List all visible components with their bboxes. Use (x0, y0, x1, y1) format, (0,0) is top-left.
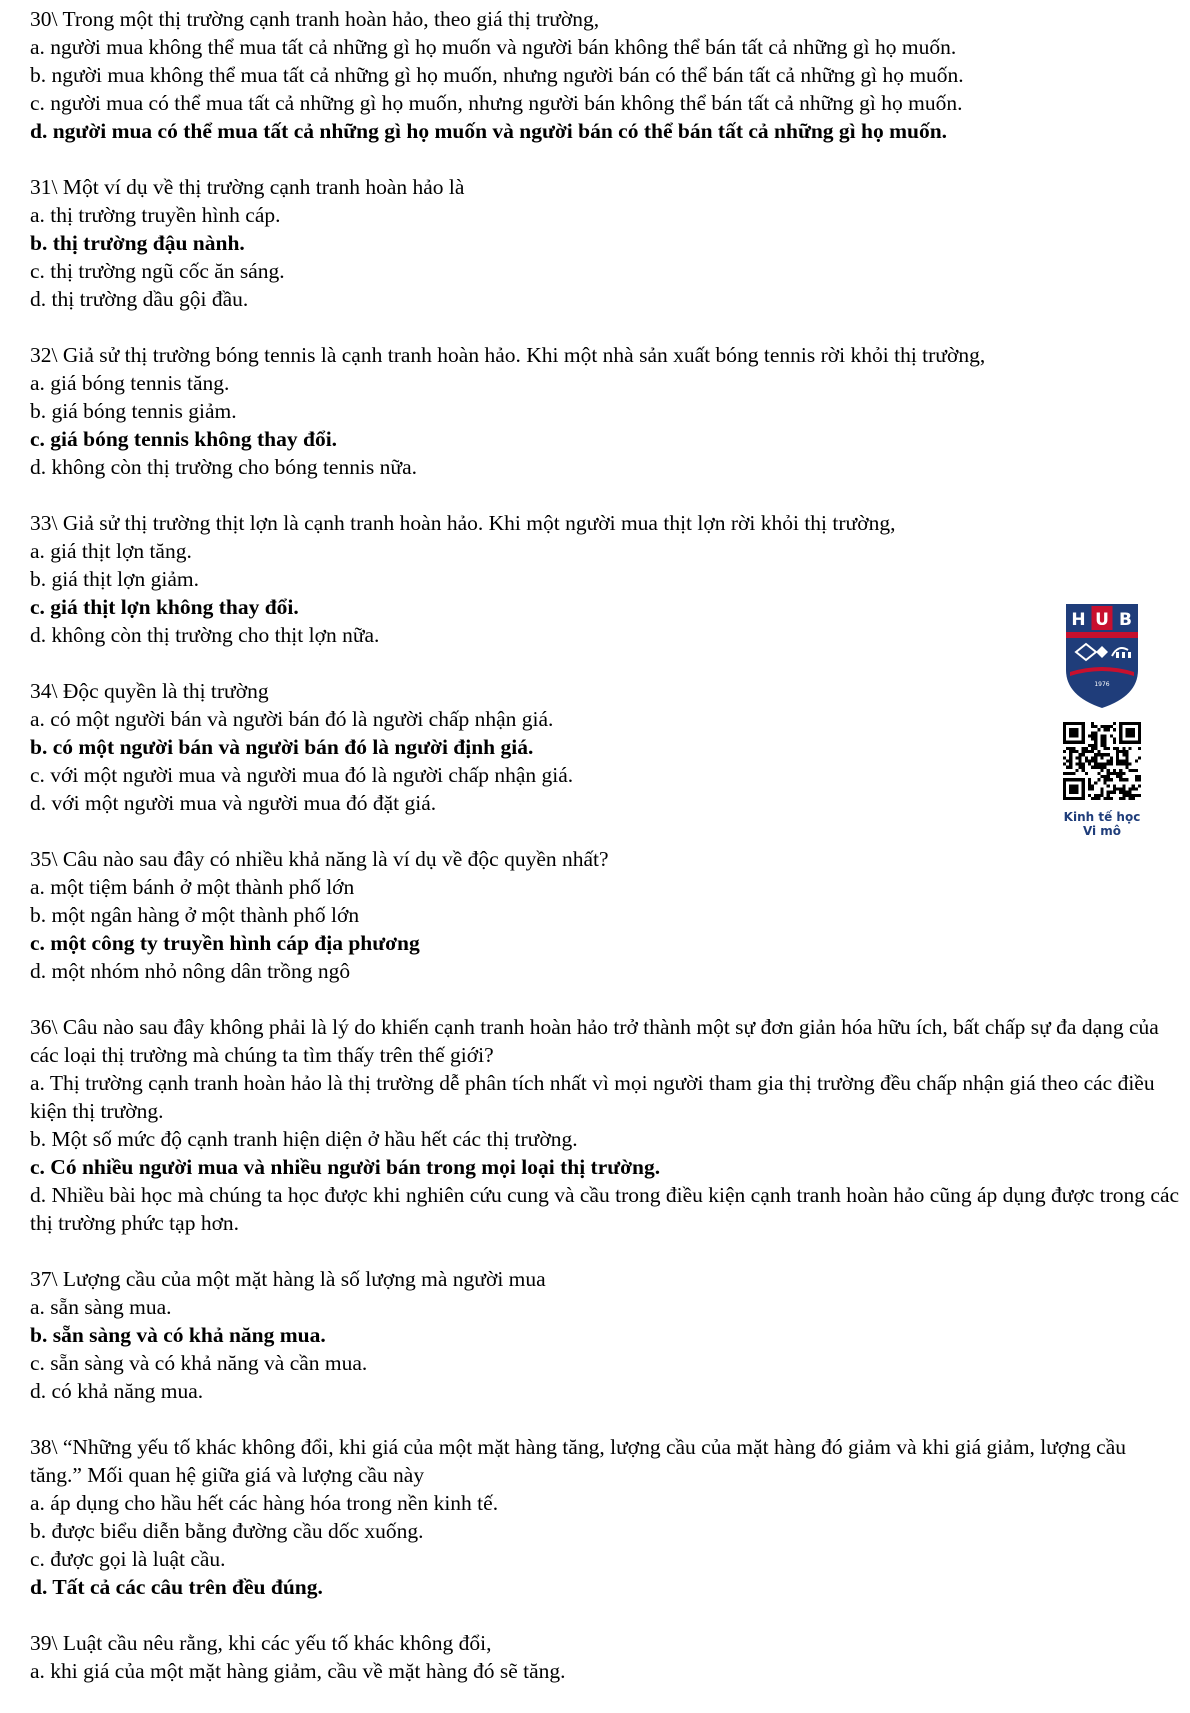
answer-option-correct: c. giá thịt lợn không thay đổi. (30, 595, 299, 619)
answer-option: c. được gọi là luật cầu. (30, 1547, 226, 1571)
answer-option: c. sẵn sàng và có khả năng và cần mua. (30, 1351, 368, 1375)
question-stem: 33\ Giả sử thị trường thịt lợn là cạnh tranh hoàn hảo. Khi một người mua thịt lợn rời khỏi thị trường, (30, 511, 896, 535)
answer-option: b. giá thịt lợn giảm. (30, 567, 200, 591)
answer-option: d. không còn thị trường cho thịt lợn nữa. (30, 623, 380, 647)
answer-option: a. giá thịt lợn tăng. (30, 539, 192, 563)
answer-option: a. giá bóng tennis tăng. (30, 371, 230, 395)
question-stem: 32\ Giả sử thị trường bóng tennis là cạnh tranh hoàn hảo. Khi một nhà sản xuất bóng tennis rời khỏi thị trường, (30, 343, 986, 367)
answer-option-correct: c. Có nhiều người mua và nhiều người bán trong mọi loại thị trường. (30, 1155, 661, 1179)
question-stem: 30\ Trong một thị trường cạnh tranh hoàn hảo, theo giá thị trường, (30, 7, 600, 31)
qr-code-icon (1063, 722, 1141, 800)
logo-letter-b: B (1119, 610, 1132, 630)
answer-option: a. Thị trường cạnh tranh hoàn hảo là thị trường dễ phân tích nhất vì mọi người tham gia thị trường đều chấp nhận giá theo các điều kiện thị trường. (30, 1071, 1155, 1123)
answer-option: a. có một người bán và người bán đó là người chấp nhận giá. (30, 707, 554, 731)
question-stem: 31\ Một ví dụ về thị trường cạnh tranh hoàn hảo là (30, 175, 465, 199)
answer-option: b. người mua không thể mua tất cả những gì họ muốn, nhưng người bán có thể bán tất cả những gì họ muốn. (30, 63, 964, 87)
logo-letter-u: U (1095, 610, 1109, 630)
answer-option: a. thị trường truyền hình cáp. (30, 203, 281, 227)
answer-option: a. áp dụng cho hầu hết các hàng hóa trong nền kinh tế. (30, 1491, 499, 1515)
logo-caption-subject: Kinh tế học (1063, 810, 1141, 824)
answer-option-correct: b. có một người bán và người bán đó là người định giá. (30, 735, 534, 759)
answer-option: d. có khả năng mua. (30, 1379, 204, 1403)
answer-option: b. giá bóng tennis giảm. (30, 399, 237, 423)
answer-option: d. thị trường dầu gội đầu. (30, 287, 249, 311)
question-block (30, 845, 1180, 985)
answer-option: d. một nhóm nhỏ nông dân trồng ngô (30, 959, 351, 983)
answer-option: d. Nhiều bài học mà chúng ta học được khi nghiên cứu cung và cầu trong điều kiện cạnh tranh hoàn hảo cũng áp dụng được trong các thị trường phức tạp hơn. (30, 1183, 1180, 1235)
answer-option-correct: b. thị trường đậu nành. (30, 231, 245, 255)
answer-option: d. với một người mua và người mua đó đặt giá. (30, 791, 437, 815)
question-block (30, 677, 1180, 817)
answer-option: d. không còn thị trường cho bóng tennis nữa. (30, 455, 417, 479)
logo-letter-h: H (1071, 610, 1086, 630)
answer-option: c. người mua có thể mua tất cả những gì họ muốn, nhưng người bán không thể bán tất cả những gì họ muốn. (30, 91, 963, 115)
question-block (30, 509, 1180, 649)
answer-option-correct: d. người mua có thể mua tất cả những gì họ muốn và người bán có thể bán tất cả những gì họ muốn. (30, 119, 948, 143)
question-block (30, 5, 1180, 145)
answer-option: b. một ngân hàng ở một thành phố lớn (30, 903, 360, 927)
question-block (30, 1265, 1180, 1405)
answer-option-correct: d. Tất cả các câu trên đều đúng. (30, 1575, 323, 1599)
question-block (30, 1629, 1180, 1685)
answer-option: c. với một người mua và người mua đó là người chấp nhận giá. (30, 763, 574, 787)
hub-logo-block (1052, 600, 1152, 838)
hub-shield-logo (1062, 600, 1142, 710)
question-stem: 34\ Độc quyền là thị trường (30, 679, 269, 703)
answer-option: c. thị trường ngũ cốc ăn sáng. (30, 259, 285, 283)
question-stem: 39\ Luật cầu nêu rằng, khi các yếu tố khác không đổi, (30, 1631, 492, 1655)
question-block (30, 341, 1180, 481)
answer-option-correct: b. sẵn sàng và có khả năng mua. (30, 1323, 326, 1347)
answer-option-correct: c. giá bóng tennis không thay đổi. (30, 427, 338, 451)
answer-option: a. người mua không thể mua tất cả những gì họ muốn và người bán không thể bán tất cả những gì họ muốn. (30, 35, 957, 59)
question-stem: 35\ Câu nào sau đây có nhiều khả năng là ví dụ về độc quyền nhất? (30, 847, 609, 871)
logo-year: 1976 (1094, 681, 1110, 688)
answer-option: a. một tiệm bánh ở một thành phố lớn (30, 875, 355, 899)
document-body (30, 5, 1180, 1713)
question-stem: 36\ Câu nào sau đây không phải là lý do khiến cạnh tranh hoàn hảo trở thành một sự đơn giản hóa hữu ích, bất chấp sự đa dạng của các loại thị trường mà chúng ta tìm thấy trên thế giới? (30, 1015, 1159, 1067)
logo-caption-level: Vi mô (1082, 824, 1122, 838)
answer-option: a. khi giá của một mặt hàng giảm, cầu về mặt hàng đó sẽ tăng. (30, 1659, 566, 1683)
answer-option: b. được biểu diễn bằng đường cầu dốc xuống. (30, 1519, 424, 1543)
question-block (30, 173, 1180, 313)
question-stem: 38\ “Những yếu tố khác không đổi, khi giá của một mặt hàng tăng, lượng cầu của mặt hàng đó giảm và khi giá giảm, lượng cầu tăng.” Mối quan hệ giữa giá và lượng cầu này (30, 1435, 1127, 1487)
answer-option: a. sẵn sàng mua. (30, 1295, 172, 1319)
question-block (30, 1013, 1180, 1237)
answer-option: b. Một số mức độ cạnh tranh hiện diện ở hầu hết các thị trường. (30, 1127, 578, 1151)
question-stem: 37\ Lượng cầu của một mặt hàng là số lượng mà người mua (30, 1267, 546, 1291)
question-block (30, 1433, 1180, 1601)
answer-option-correct: c. một công ty truyền hình cáp địa phương (30, 931, 420, 955)
